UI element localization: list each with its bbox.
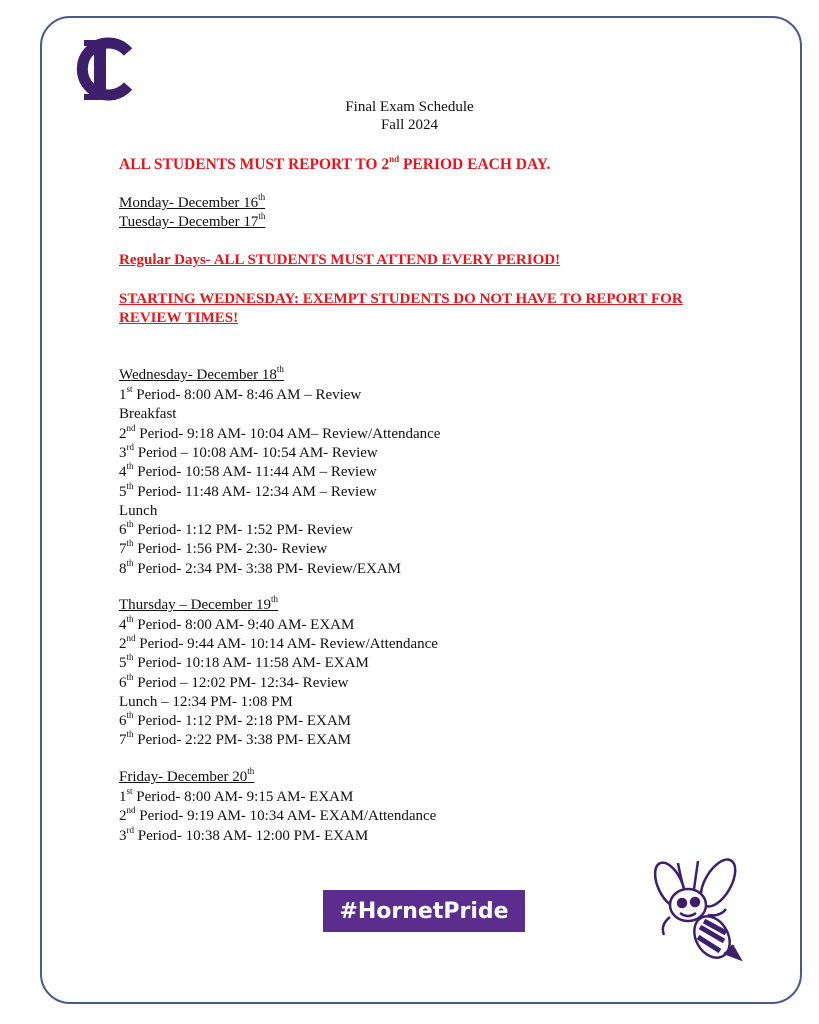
period-details: Period- 1:56 PM- 2:30- Review bbox=[133, 541, 328, 558]
ordinal-suffix: rd bbox=[126, 824, 134, 835]
schedule-entry bbox=[119, 386, 361, 404]
period-number: 5 bbox=[119, 483, 127, 500]
page-title: Final Exam Schedule bbox=[345, 99, 474, 115]
schedule-entry bbox=[119, 693, 293, 711]
ordinal-suffix: st bbox=[126, 786, 133, 796]
schedule-entry bbox=[119, 616, 354, 634]
ordinal-suffix: rd bbox=[126, 441, 134, 452]
period-details: Period- 8:00 AM- 9:15 AM- EXAM bbox=[132, 789, 354, 805]
period-number: 7 bbox=[119, 541, 127, 558]
period-details: Breakfast bbox=[119, 406, 177, 423]
period-number: 2 bbox=[119, 808, 127, 825]
schedule-entry bbox=[119, 654, 369, 672]
ordinal-suffix: th bbox=[126, 480, 134, 491]
period-details: Period- 1:12 PM- 1:52 PM- Review bbox=[133, 522, 353, 539]
period-number: 6 bbox=[119, 522, 127, 539]
period-details: Period – 10:08 AM- 10:54 AM- Review bbox=[134, 444, 378, 461]
term-label: Fall 2024 bbox=[380, 117, 439, 133]
report-notice: ALL STUDENTS MUST REPORT TO 2nd PERIOD EACH DAY. bbox=[119, 153, 551, 173]
ordinal-suffix: nd bbox=[126, 633, 136, 644]
schedule-entry bbox=[119, 422, 441, 443]
period-details: Lunch bbox=[119, 502, 158, 519]
ordinal-suffix: nd bbox=[126, 805, 136, 816]
period-number: 1 bbox=[119, 789, 127, 805]
ordinal-suffix: th bbox=[126, 652, 134, 663]
period-details: Period- 10:58 AM- 11:44 AM – Review bbox=[133, 464, 377, 481]
period-number: 2 bbox=[119, 425, 127, 442]
period-details: Period- 9:19 AM- 10:34 AM- EXAM/Attendance bbox=[135, 808, 437, 825]
schedule-entry bbox=[119, 463, 377, 481]
ordinal-suffix: th bbox=[126, 557, 134, 568]
ordinal-suffix: th bbox=[126, 461, 134, 472]
friday-heading: Friday- December 20th bbox=[119, 766, 255, 785]
schedule-entry bbox=[119, 502, 157, 520]
schedule-entry bbox=[119, 671, 349, 692]
period-details: Period- 1:12 PM- 2:18 PM- EXAM bbox=[133, 713, 352, 729]
ordinal-suffix: th bbox=[126, 729, 134, 740]
ordinal-suffix: st bbox=[126, 384, 133, 394]
monday-date: Monday- December 16th bbox=[119, 192, 266, 211]
period-number: 6 bbox=[119, 674, 127, 691]
schedule-entry bbox=[119, 557, 402, 578]
period-number: 1 bbox=[119, 387, 127, 403]
hornet-mascot-icon bbox=[640, 855, 755, 970]
ic-monogram-logo bbox=[70, 34, 140, 104]
period-details: Lunch – 12:34 PM- 1:08 PM bbox=[119, 693, 293, 710]
schedule-entry bbox=[119, 521, 353, 539]
schedule-entry bbox=[119, 712, 351, 730]
period-details: Period – 12:02 PM- 12:34- Review bbox=[133, 674, 349, 691]
period-number: 2 bbox=[119, 636, 127, 653]
period-details: Period- 9:44 AM- 10:14 AM- Review/Attendance bbox=[135, 636, 438, 653]
ordinal-suffix: th bbox=[126, 710, 134, 720]
period-details: Period- 10:38 AM- 12:00 PM- EXAM bbox=[134, 827, 369, 844]
schedule-entry bbox=[119, 540, 327, 558]
wednesday-notice-line2: REVIEW TIMES! bbox=[119, 310, 239, 326]
tuesday-date: Tuesday- December 17th bbox=[119, 211, 266, 230]
period-number: 6 bbox=[119, 713, 127, 729]
ordinal-suffix: th bbox=[126, 671, 134, 682]
period-details: Period- 10:18 AM- 11:58 AM- EXAM bbox=[133, 655, 369, 672]
schedule-entry bbox=[119, 807, 436, 825]
schedule-entry bbox=[119, 635, 438, 653]
period-details: Period- 2:34 PM- 3:38 PM- Review/EXAM bbox=[133, 560, 402, 577]
ordinal-suffix: nd bbox=[126, 422, 136, 433]
period-number: 4 bbox=[119, 617, 127, 633]
wednesday-notice-line1: STARTING WEDNESDAY: EXEMPT STUDENTS DO NOT HAVE TO REPORT FOR bbox=[119, 291, 683, 307]
schedule-entry bbox=[119, 441, 378, 462]
schedule-entry bbox=[119, 731, 351, 749]
period-number: 5 bbox=[119, 655, 127, 672]
period-details: Period- 2:22 PM- 3:38 PM- EXAM bbox=[133, 732, 352, 749]
period-number: 7 bbox=[119, 732, 127, 749]
period-number: 3 bbox=[119, 827, 127, 844]
schedule-entry bbox=[119, 405, 176, 423]
ordinal-suffix: th bbox=[126, 538, 134, 549]
period-details: Period- 8:00 AM- 9:40 AM- EXAM bbox=[133, 617, 355, 633]
period-number: 4 bbox=[119, 464, 127, 481]
period-details: Period- 11:48 AM- 12:34 AM – Review bbox=[133, 483, 377, 500]
period-number: 8 bbox=[119, 560, 127, 577]
wednesday-heading: Wednesday- December 18th bbox=[119, 364, 284, 383]
thursday-heading: Thursday – December 19th bbox=[119, 594, 279, 613]
ordinal-suffix: th bbox=[126, 519, 134, 530]
ordinal-suffix: th bbox=[126, 614, 134, 624]
schedule-entry bbox=[119, 480, 377, 501]
schedule-entry bbox=[119, 824, 369, 845]
hornet-pride-hashtag: #HornetPride bbox=[323, 890, 525, 932]
period-number: 3 bbox=[119, 444, 127, 461]
period-details: Period- 9:18 AM- 10:04 AM– Review/Attendance bbox=[135, 425, 441, 442]
schedule-entry bbox=[119, 788, 353, 806]
period-details: Period- 8:00 AM- 8:46 AM – Review bbox=[132, 387, 362, 403]
regular-days-notice: Regular Days- ALL STUDENTS MUST ATTEND EVERY PERIOD! bbox=[119, 252, 561, 268]
